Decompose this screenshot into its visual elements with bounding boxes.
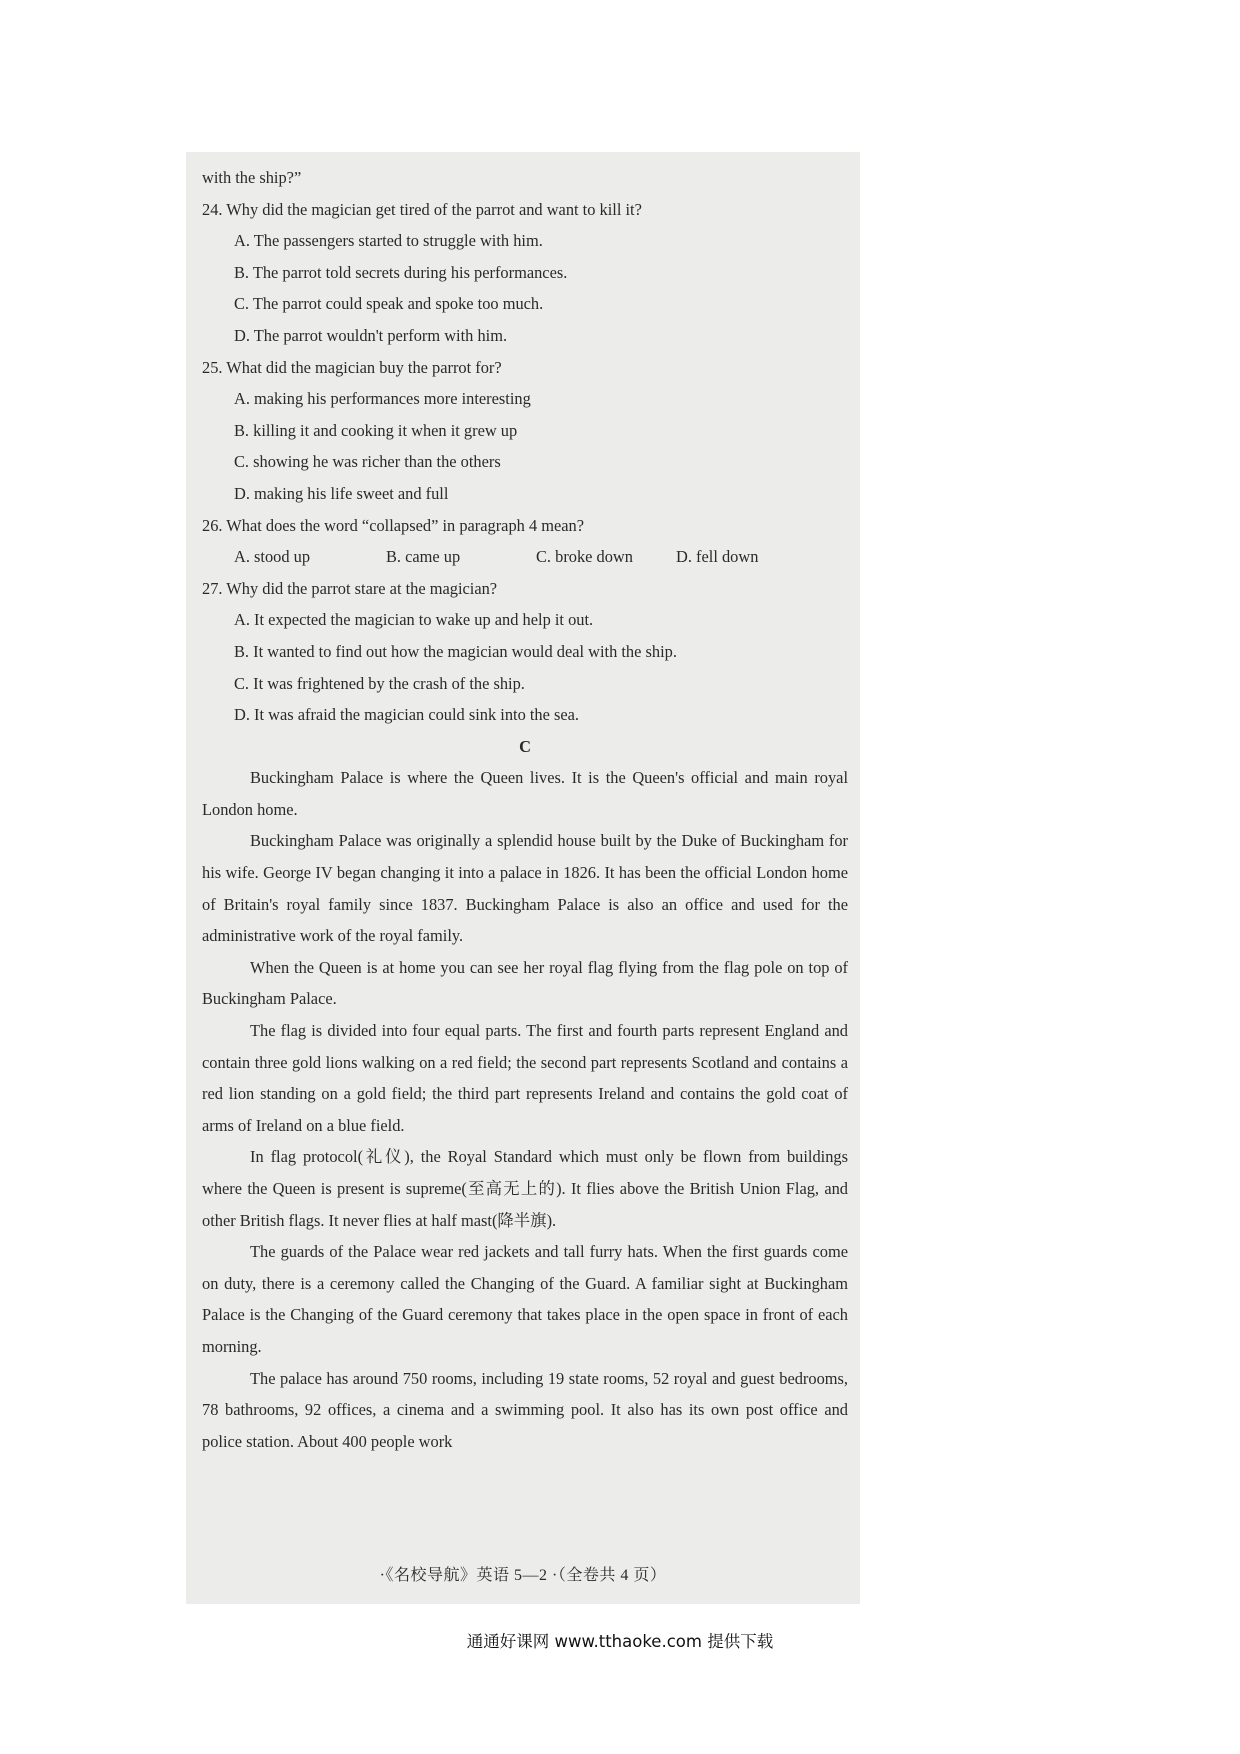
q26-option-d: D. fell down xyxy=(676,547,759,567)
question-text: 26. What does the word “collapsed” in paragraph 4 mean? xyxy=(202,515,585,535)
q26-option-a: A. stood up xyxy=(234,547,311,567)
answer-option: D. making his life sweet and full xyxy=(234,483,449,503)
scanned-exam-page xyxy=(186,152,860,1604)
answer-option: C. showing he was richer than the others xyxy=(234,452,501,472)
answer-option: B. killing it and cooking it when it grew up xyxy=(234,420,518,440)
answer-option: A. The passengers started to struggle with him. xyxy=(234,231,543,251)
question-block-24-26 xyxy=(202,162,848,541)
section-heading: C xyxy=(519,736,531,756)
paragraph: When the Queen is at home you can see her royal flag flying from the flag pole on top of Buckingham Palace. xyxy=(202,957,848,1009)
passage-c xyxy=(202,762,848,1457)
answer-option: A. making his performances more interesting xyxy=(234,389,531,409)
q26-option-b: B. came up xyxy=(386,547,461,567)
answer-option: D. The parrot wouldn't perform with him. xyxy=(234,325,508,345)
answer-option: A. It expected the magician to wake up and help it out. xyxy=(234,610,594,630)
page-footer: ·《名校导航》英语 5—2 ·（全卷共 4 页） xyxy=(379,1567,667,1585)
answer-option: D. It was afraid the magician could sink into the sea. xyxy=(234,705,580,725)
paragraph: The flag is divided into four equal parts. The first and fourth parts represent England and contain three gold lions walking on a red field; the second part represents Scotland and contains a red lion standing on a gold field; the third part represents Ireland and contains the gold coat of arms of Ireland on a blue field. xyxy=(202,1021,848,1135)
q26-options xyxy=(202,541,848,573)
paragraph: The guards of the Palace wear red jackets and tall furry hats. When the first guards come on duty, there is a ceremony called the Changing of the Guard. A familiar sight at Buckingham Palace is the Changing of the Guard ceremony that takes place in the open space in front of each morning. xyxy=(202,1242,848,1356)
paragraph: In flag protocol(礼仪), the Royal Standard which must only be flown from buildings where the Queen is present is supreme(至高无上的). It flies above the British Union Flag, and other British flags. It never flies at half mast(降半旗). xyxy=(202,1147,848,1230)
paragraph: Buckingham Palace was originally a splendid house built by the Duke of Buckingham for his wife. George IV began changing it into a palace in 1826. It has been the official London home of Britain's royal family since 1837. Buckingham Palace is also an office and used for the administrative work of the royal family. xyxy=(202,831,848,946)
answer-option: B. The parrot told secrets during his performances. xyxy=(234,262,568,282)
question-text: 25. What did the magician buy the parrot for? xyxy=(202,357,502,377)
q26-option-c: C. broke down xyxy=(536,547,633,567)
paragraph: The palace has around 750 rooms, including 19 state rooms, 52 royal and guest bedrooms, 78 bathrooms, 92 offices, a cinema and a swimming pool. It also has its own post office and police station. About 400 people work xyxy=(202,1368,848,1451)
answer-option: C. The parrot could speak and spoke too much. xyxy=(234,294,544,314)
answer-option: B. It wanted to find out how the magician would deal with the ship. xyxy=(234,641,677,661)
site-credit: 通通好课网 www.tthaoke.com 提供下载 xyxy=(466,1632,774,1651)
answer-option: C. It was frightened by the crash of the ship. xyxy=(234,673,525,693)
paragraph: Buckingham Palace is where the Queen lives. It is the Queen's official and main royal London home. xyxy=(202,768,848,819)
question-block-27 xyxy=(202,573,848,731)
question-text: 27. Why did the parrot stare at the magician? xyxy=(202,578,498,598)
question-text: 24. Why did the magician get tired of the parrot and want to kill it? xyxy=(202,199,642,219)
question-text: with the ship?” xyxy=(202,168,302,187)
